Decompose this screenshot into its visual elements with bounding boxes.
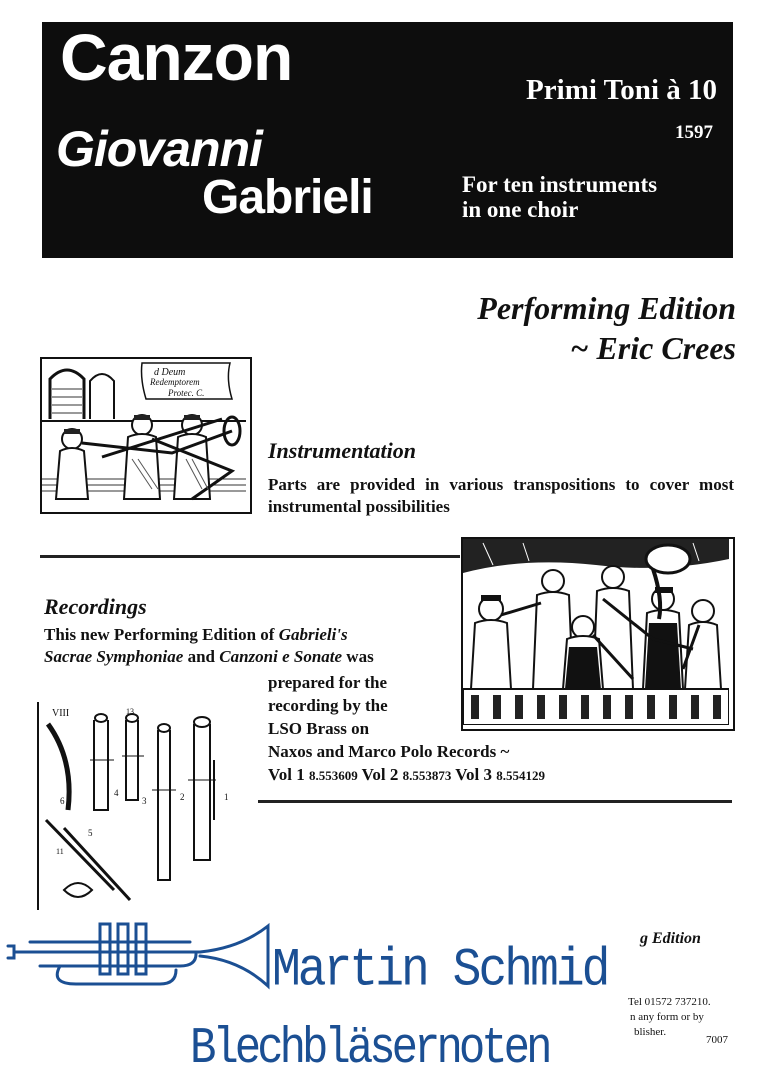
trumpet-watermark-icon	[0, 908, 300, 998]
copyright-notice-end: blisher.	[634, 1026, 667, 1038]
instrumentation-heading: Instrumentation	[268, 438, 416, 463]
recordings-text: was	[342, 647, 374, 666]
composition-year: 1597	[675, 122, 713, 143]
inscription-line-3: Protec. C.	[168, 388, 205, 398]
plate-label: 3	[142, 796, 147, 806]
volume-label: Vol 3	[451, 765, 497, 784]
recordings-composer-possessive: Gabrieli's	[278, 625, 348, 644]
publisher-telephone: Tel 01572 737210.	[628, 996, 711, 1008]
scoring-line-1: For ten instruments	[462, 172, 658, 197]
recordings-text: This new Performing Edition of	[44, 625, 279, 644]
edition-credit	[477, 288, 736, 368]
plate-label: 5	[88, 828, 93, 838]
composer-first-name: Giovanni	[56, 121, 262, 177]
instrumentation-text: Parts are provided in various transpositions to cover most instrumental possibilities	[268, 475, 734, 516]
volume-label: Vol 2	[357, 765, 403, 784]
plate-label: 13	[126, 707, 134, 716]
plate-label: 4	[114, 788, 119, 798]
editor-name: ~ Eric Crees	[570, 330, 736, 366]
footer-edition-label: g Edition	[640, 930, 701, 947]
recordings-line: Naxos and Marco Polo Records ~	[268, 742, 510, 761]
watermark-brand-name: Martin Schmid	[272, 940, 608, 1002]
piece-title: Canzon	[60, 20, 293, 94]
plate-label: 1	[224, 792, 229, 802]
plate-label: VIII	[52, 708, 70, 719]
recordings-text: and	[183, 647, 220, 666]
inscription-line-1: d Deum	[154, 367, 186, 378]
divider-rule	[40, 555, 460, 558]
instruments-diagram-engraving	[34, 700, 258, 910]
scoring-line-2: in one choir	[462, 197, 579, 222]
work-title-sacrae: Sacrae Symphoniae	[44, 647, 184, 666]
recordings-line: LSO Brass on	[268, 719, 370, 738]
recordings-line: recording by the	[268, 696, 388, 715]
recordings-line	[44, 624, 348, 646]
plate-label: 11	[56, 847, 64, 856]
trombonists-engraving	[40, 357, 252, 514]
recordings-line	[44, 646, 374, 668]
plate-label: 2	[180, 792, 185, 802]
edition-code: 7007	[706, 1034, 728, 1046]
catalogue-number: 8.553609	[308, 768, 358, 783]
piece-subtitle: Primi Toni à 10	[526, 74, 717, 106]
recordings-heading: Recordings	[44, 594, 147, 619]
edition-name: Performing Edition	[477, 290, 736, 326]
title-banner	[42, 22, 733, 258]
composer-last-name: Gabrieli	[202, 171, 373, 224]
volume-label: Vol 1	[268, 765, 309, 784]
divider-rule	[258, 800, 732, 803]
scoring-description	[462, 172, 657, 222]
catalogue-number: 8.554129	[496, 768, 545, 783]
copyright-notice: n any form or by	[630, 1011, 704, 1023]
inscription-line-2: Redemptorem	[150, 377, 200, 387]
recordings-line: prepared for the	[268, 673, 387, 692]
volume-list	[268, 764, 545, 787]
work-title-canzoni: Canzoni e Sonate	[219, 647, 343, 666]
watermark-brand-tagline: Blechbläsernoten	[190, 1020, 549, 1079]
catalogue-number: 8.553873	[402, 768, 452, 783]
musicians-engraving	[461, 537, 735, 731]
plate-label: 6	[60, 796, 65, 806]
